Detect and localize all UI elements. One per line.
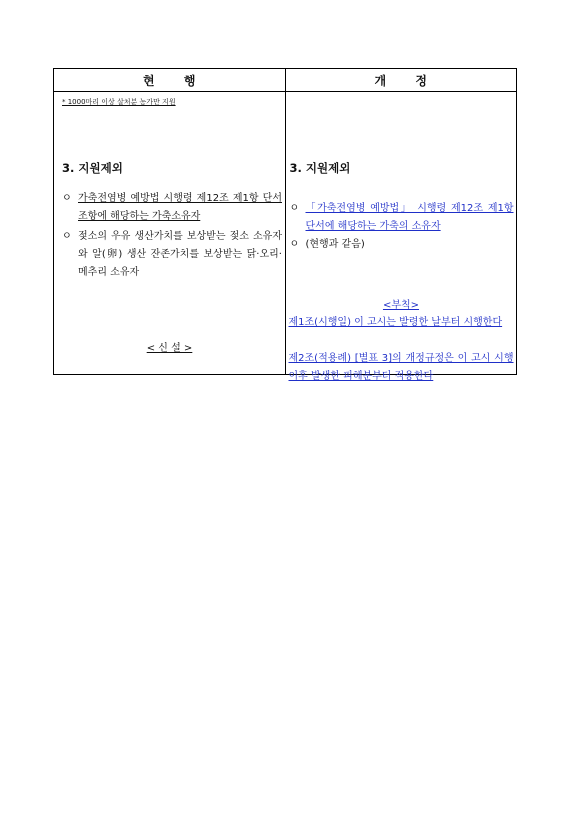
table-body-row (54, 92, 517, 375)
table-header-row (54, 69, 517, 92)
bullet-icon: ㅇ (62, 231, 72, 242)
revised-section-title: 3. 지원제외 (289, 161, 351, 175)
addenda-article-2: 제2조(적용례) [별표 3]의 개정규정은 이 고시 시행 이후 발생한 피해분부터 적용한다 (288, 353, 514, 382)
revised-item-2-text: (현행과 같음) (305, 239, 365, 250)
header-revised: 개 정 (285, 69, 517, 92)
revised-item-2 (290, 236, 514, 254)
current-section-title: 3. 지원제외 (62, 161, 123, 175)
current-item-1 (62, 190, 282, 226)
comparison-table (53, 68, 517, 382)
revised-item-1 (290, 200, 514, 236)
new-provision-note: < 신 설 > (146, 343, 193, 354)
bullet-icon: ㅇ (62, 193, 72, 204)
current-item-2-text: 젖소의 우유 생산가치를 보상받는 젖소 소유자와 알(卵) 생산 잔존가치를 보상받는 닭·오리·메추리 소유자 (78, 231, 282, 278)
bullet-icon: ㅇ (289, 203, 300, 214)
revised-item-1-text: 「가축전염병 예방법」 시행령 제12조 제1항 단서에 해당하는 가축의 소유자 (305, 203, 514, 232)
addenda-title: <부칙> (382, 300, 420, 311)
bullet-icon: ㅇ (289, 239, 300, 250)
current-item-1-text: 가축전염병 예방법 시행령 제12조 제1항 단서 조항에 해당하는 가축소유자 (78, 193, 282, 222)
revised-column (285, 92, 517, 382)
addenda-article-1: 제1조(시행일) 이 고시는 발령한 날부터 시행한다 (288, 317, 503, 328)
current-column (54, 92, 286, 375)
current-note: * 1000마리 이상 살처분 농가만 지원 (62, 98, 176, 106)
current-item-2 (62, 228, 282, 282)
header-current: 현 행 (54, 69, 286, 92)
